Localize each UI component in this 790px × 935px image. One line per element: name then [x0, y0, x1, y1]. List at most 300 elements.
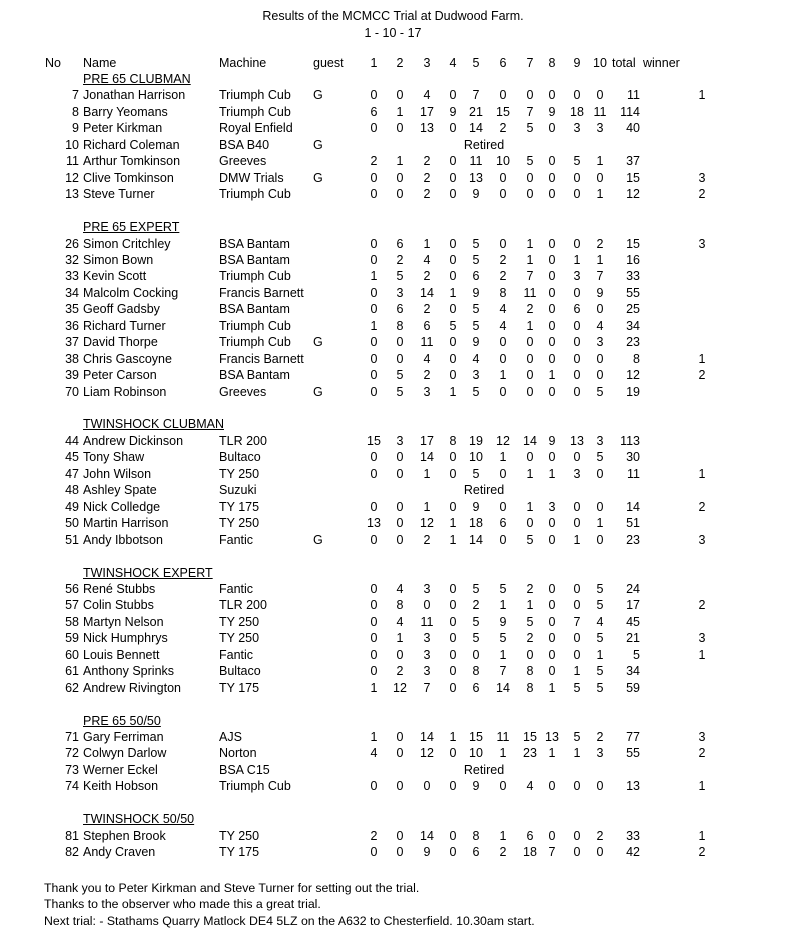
rider-number: 62 [65, 680, 79, 695]
section-score: 2 [526, 581, 534, 596]
section-score: 0 [548, 450, 556, 465]
section-score: 8 [526, 664, 534, 679]
total-score: 15 [626, 170, 640, 185]
section-score: 18 [570, 104, 584, 119]
rider-number: 33 [65, 269, 79, 284]
section-score: 0 [396, 499, 404, 514]
section-score: 0 [449, 466, 457, 481]
section-score: 0 [396, 466, 404, 481]
section-score: 0 [396, 647, 404, 662]
section-score: 0 [449, 614, 457, 629]
rider-name: Richard Turner [83, 318, 166, 333]
rider-name: Simon Critchley [83, 236, 171, 251]
section-score: 2 [499, 121, 507, 136]
rider-name: Kevin Scott [83, 269, 147, 284]
section-score: 0 [548, 351, 556, 366]
rider-name: Werner Eckel [83, 762, 158, 777]
section-score: 0 [370, 368, 378, 383]
section-score: 5 [472, 236, 480, 251]
rider-number: 11 [66, 154, 79, 169]
rider-number: 8 [72, 104, 79, 119]
section-score: 1 [526, 598, 534, 613]
section-score: 5 [573, 154, 581, 169]
section-score: 4 [499, 302, 507, 317]
winner-position: 1 [698, 647, 706, 662]
rider-machine: BSA Bantam [219, 368, 290, 383]
rider-machine: Triumph Cub [219, 104, 291, 119]
rider-number: 71 [65, 730, 79, 744]
section-score: 0 [548, 384, 556, 399]
section-score: 0 [573, 187, 581, 202]
section-score: 1 [370, 269, 378, 284]
section-score: 1 [449, 285, 457, 300]
section-score: 0 [573, 828, 581, 843]
section-score: 0 [573, 384, 581, 399]
section-score: 14 [420, 828, 434, 843]
winner-position: 2 [698, 746, 706, 761]
section-score: 15 [469, 730, 483, 744]
rider-machine: BSA Bantam [219, 252, 290, 267]
section-score: 3 [548, 499, 556, 514]
winner-position: 2 [698, 187, 706, 202]
table-row [0, 532, 790, 548]
section-score: 17 [420, 433, 434, 448]
table-row [0, 186, 790, 202]
section-score: 4 [396, 581, 404, 596]
section-score: 3 [573, 121, 581, 136]
section-score: 0 [573, 88, 581, 103]
table-row [0, 630, 790, 646]
section-score: 1 [370, 680, 378, 695]
section-score: 0 [449, 828, 457, 843]
section-score: 8 [449, 433, 457, 448]
section-score: 0 [573, 236, 581, 251]
section-score: 8 [396, 318, 404, 333]
section-score: 1 [596, 252, 604, 267]
section-score: 0 [396, 187, 404, 202]
section-score: 1 [423, 236, 431, 251]
section-score: 12 [420, 516, 434, 531]
table-row [0, 236, 790, 252]
section-score: 0 [396, 351, 404, 366]
section-score: 0 [449, 88, 457, 103]
table-row [0, 828, 790, 844]
section-score: 0 [548, 532, 556, 547]
section-score: 0 [423, 779, 431, 794]
rider-machine: TLR 200 [219, 433, 267, 448]
section-score: 18 [469, 516, 483, 531]
rider-machine: Triumph Cub [219, 318, 291, 333]
rider-number: 26 [65, 236, 79, 251]
section-score: 0 [573, 335, 581, 350]
rider-name: Louis Bennett [83, 647, 160, 662]
table-row [0, 614, 790, 630]
section-score: 0 [526, 88, 534, 103]
section-score: 5 [573, 680, 581, 695]
section-score: 13 [545, 730, 559, 744]
total-score: 23 [626, 335, 640, 350]
rider-name: Andrew Rivington [83, 680, 181, 695]
rider-name: John Wilson [83, 466, 152, 481]
section-score: 11 [593, 104, 607, 119]
section-score: 7 [526, 269, 534, 284]
rider-number: 35 [65, 302, 79, 317]
section-score: 0 [573, 647, 581, 662]
rider-name: Malcolm Cocking [83, 285, 179, 300]
section-score: 1 [526, 499, 534, 514]
section-score: 18 [523, 845, 537, 860]
winner-position: 1 [698, 466, 706, 481]
section-score: 0 [370, 285, 378, 300]
table-row [0, 499, 790, 515]
winner-position: 3 [698, 730, 706, 744]
section-score: 5 [499, 581, 507, 596]
section-score: 1 [423, 499, 431, 514]
section-score: 0 [370, 351, 378, 366]
table-row [0, 318, 790, 334]
rider-number: 59 [65, 631, 79, 646]
section-score: 0 [370, 252, 378, 267]
rider-machine: TY 175 [219, 499, 260, 514]
rider-machine: Bultaco [219, 664, 261, 679]
rider-name: Nick Colledge [83, 499, 161, 514]
section-score: 5 [396, 384, 404, 399]
section-score: 9 [596, 285, 604, 300]
section-score: 0 [526, 368, 534, 383]
rider-machine: Greeves [219, 154, 267, 169]
header-section-2: 2 [396, 56, 404, 70]
section-score: 5 [596, 598, 604, 613]
header-name: Name [83, 56, 117, 70]
section-score: 1 [396, 631, 404, 646]
rider-machine: TY 250 [219, 516, 260, 531]
section-score: 0 [370, 664, 378, 679]
rider-number: 56 [65, 581, 79, 596]
section-score: 5 [526, 614, 534, 629]
section-score: 9 [472, 187, 480, 202]
section-score: 1 [499, 647, 507, 662]
rider-name: Liam Robinson [83, 384, 167, 399]
section-score: 1 [449, 730, 457, 744]
section-score: 17 [420, 104, 434, 119]
section-score: 0 [449, 664, 457, 679]
section-score: 6 [472, 680, 480, 695]
section-score: 7 [423, 680, 431, 695]
section-score: 0 [370, 466, 378, 481]
section-score: 19 [469, 433, 483, 448]
class-heading: TWINSHOCK CLUBMAN [83, 417, 224, 432]
table-row [0, 367, 790, 383]
rider-number: 39 [65, 368, 79, 383]
class-heading: PRE 65 CLUBMAN [83, 72, 191, 86]
section-score: 2 [499, 269, 507, 284]
section-score: 0 [596, 779, 604, 794]
class-heading: PRE 65 EXPERT [83, 220, 180, 235]
rider-name: Stephen Brook [83, 828, 166, 843]
section-score: 0 [526, 170, 534, 185]
section-score: 0 [596, 351, 604, 366]
section-score: 8 [396, 598, 404, 613]
section-score: 0 [396, 335, 404, 350]
rider-machine: Bultaco [219, 450, 261, 465]
header-section-6: 6 [499, 56, 507, 70]
section-score: 3 [472, 368, 480, 383]
total-score: 5 [633, 647, 640, 662]
section-score: 0 [449, 598, 457, 613]
rider-number: 50 [65, 516, 79, 531]
table-row [0, 334, 790, 350]
section-score: 0 [396, 779, 404, 794]
rider-name: Barry Yeomans [83, 104, 168, 119]
section-score: 0 [526, 450, 534, 465]
winner-position: 1 [698, 779, 706, 794]
section-score: 0 [449, 647, 457, 662]
rider-name: Peter Kirkman [83, 121, 163, 136]
rider-name: Anthony Sprinks [83, 664, 175, 679]
rider-number: 45 [65, 450, 79, 465]
rider-machine: Royal Enfield [219, 121, 293, 136]
table-header [0, 55, 790, 71]
section-score: 0 [573, 450, 581, 465]
section-score: 0 [499, 384, 507, 399]
section-score: 2 [499, 845, 507, 860]
section-score: 14 [420, 450, 434, 465]
rider-number: 72 [65, 746, 79, 761]
section-score: 0 [370, 236, 378, 251]
section-score: 1 [449, 532, 457, 547]
table-row [0, 466, 790, 482]
section-score: 1 [449, 384, 457, 399]
section-score: 0 [370, 121, 378, 136]
page-title: Results of the MCMCC Trial at Dudwood Farm. [262, 9, 524, 23]
section-score: 1 [548, 680, 556, 695]
rider-number: 58 [65, 614, 79, 629]
section-score: 2 [423, 154, 431, 169]
section-score: 9 [472, 335, 480, 350]
section-score: 0 [573, 631, 581, 646]
rider-machine: BSA C15 [219, 762, 270, 777]
section-score: 14 [420, 285, 434, 300]
total-score: 16 [626, 252, 640, 267]
table-row [0, 778, 790, 794]
guest-flag: G [313, 170, 323, 185]
note-line: Thanks to the observer who made this a great trial. [44, 897, 321, 912]
section-score: 4 [596, 318, 604, 333]
class-heading: TWINSHOCK 50/50 [83, 812, 195, 827]
section-score: 14 [523, 433, 537, 448]
total-score: 33 [626, 828, 640, 843]
rider-name: Chris Gascoyne [83, 351, 172, 366]
winner-position: 3 [698, 236, 706, 251]
section-score: 0 [499, 187, 507, 202]
section-score: 2 [596, 730, 604, 744]
table-row [0, 647, 790, 663]
header-guest: guest [313, 56, 344, 70]
section-score: 0 [548, 318, 556, 333]
section-score: 8 [499, 285, 507, 300]
section-score: 0 [449, 779, 457, 794]
section-score: 4 [472, 351, 480, 366]
rider-number: 38 [65, 351, 79, 366]
rider-machine: Triumph Cub [219, 335, 291, 350]
section-score: 11 [469, 154, 483, 169]
table-row [0, 762, 790, 778]
rider-machine: BSA Bantam [219, 302, 290, 317]
section-score: 0 [423, 598, 431, 613]
section-score: 5 [526, 532, 534, 547]
section-score: 0 [449, 631, 457, 646]
section-score: 0 [573, 845, 581, 860]
rider-number: 51 [65, 532, 79, 547]
section-score: 5 [472, 581, 480, 596]
rider-name: Colin Stubbs [83, 598, 154, 613]
section-score: 0 [596, 88, 604, 103]
section-score: 0 [396, 516, 404, 531]
section-score: 0 [548, 335, 556, 350]
notes [44, 880, 784, 929]
rider-number: 47 [65, 466, 79, 481]
section-score: 13 [420, 121, 434, 136]
rider-number: 37 [65, 335, 79, 350]
total-score: 13 [626, 779, 640, 794]
section-score: 5 [526, 121, 534, 136]
header-machine: Machine [219, 56, 267, 70]
section-score: 0 [548, 598, 556, 613]
section-score: 0 [526, 647, 534, 662]
table-row [0, 844, 790, 860]
section-score: 1 [573, 252, 581, 267]
section-score: 1 [449, 516, 457, 531]
retired-label: Retired [463, 483, 505, 498]
section-score: 1 [573, 746, 581, 761]
rider-number: 82 [65, 845, 79, 860]
rider-number: 49 [65, 499, 79, 514]
section-score: 0 [548, 614, 556, 629]
section-score: 0 [548, 779, 556, 794]
section-score: 0 [499, 236, 507, 251]
section-score: 1 [573, 664, 581, 679]
section-score: 14 [469, 532, 483, 547]
section-score: 6 [396, 302, 404, 317]
rider-number: 73 [65, 762, 79, 777]
section-score: 9 [423, 845, 431, 860]
rider-name: David Thorpe [83, 335, 158, 350]
total-score: 12 [626, 368, 640, 383]
section-score: 0 [548, 664, 556, 679]
rider-number: 7 [72, 88, 79, 103]
section-score: 0 [370, 845, 378, 860]
section-score: 0 [370, 581, 378, 596]
section-score: 9 [472, 285, 480, 300]
guest-flag: G [313, 335, 323, 350]
section-score: 0 [526, 351, 534, 366]
header-no: No [45, 56, 61, 70]
section-score: 5 [472, 631, 480, 646]
section-score: 9 [548, 433, 556, 448]
header-total: total [612, 56, 636, 70]
winner-position: 1 [698, 88, 706, 103]
rider-machine: TY 175 [219, 680, 260, 695]
section-score: 5 [499, 631, 507, 646]
section-score: 4 [370, 746, 378, 761]
section-score: 0 [396, 450, 404, 465]
section-score: 2 [526, 631, 534, 646]
section-score: 1 [499, 598, 507, 613]
section-score: 5 [526, 154, 534, 169]
table-row [0, 351, 790, 367]
section-score: 5 [596, 631, 604, 646]
section-score: 0 [499, 466, 507, 481]
section-score: 0 [449, 302, 457, 317]
rider-name: Simon Bown [83, 252, 154, 267]
section-score: 7 [526, 104, 534, 119]
section-score: 0 [449, 746, 457, 761]
rider-name: Peter Carson [83, 368, 157, 383]
total-score: 8 [633, 351, 640, 366]
section-score: 0 [472, 647, 480, 662]
section-score: 0 [548, 828, 556, 843]
total-score: 14 [626, 499, 640, 514]
total-score: 34 [626, 664, 640, 679]
rider-number: 12 [65, 170, 79, 185]
section-score: 8 [472, 828, 480, 843]
header-section-7: 7 [526, 56, 534, 70]
rider-machine: TY 250 [219, 828, 260, 843]
table-row [0, 515, 790, 531]
rider-name: Steve Turner [83, 187, 155, 202]
section-score: 0 [449, 368, 457, 383]
table-row [0, 170, 790, 186]
section-score: 1 [370, 318, 378, 333]
rider-number: 34 [65, 285, 79, 300]
section-score: 0 [449, 845, 457, 860]
section-score: 5 [596, 450, 604, 465]
section-score: 5 [396, 269, 404, 284]
rider-machine: Fantic [219, 581, 254, 596]
total-score: 42 [626, 845, 640, 860]
winner-position: 3 [698, 631, 706, 646]
section-score: 0 [548, 154, 556, 169]
rider-name: Martyn Nelson [83, 614, 164, 629]
section-score: 13 [469, 170, 483, 185]
section-score: 4 [423, 351, 431, 366]
section-score: 3 [596, 433, 604, 448]
section-score: 2 [499, 252, 507, 267]
total-score: 23 [626, 532, 640, 547]
header-section-4: 4 [449, 56, 457, 70]
rider-machine: TY 250 [219, 466, 260, 481]
table-row [0, 120, 790, 136]
section-score: 0 [573, 516, 581, 531]
rider-machine: BSA B40 [219, 137, 270, 152]
total-score: 19 [626, 384, 640, 399]
header-section-10: 10 [593, 56, 607, 70]
section-score: 0 [396, 121, 404, 136]
rider-name: Clive Tomkinson [83, 170, 174, 185]
guest-flag: G [313, 88, 323, 103]
section-score: 5 [472, 614, 480, 629]
section-score: 14 [420, 730, 434, 744]
section-score: 0 [596, 466, 604, 481]
section-score: 0 [396, 170, 404, 185]
section-score: 0 [370, 631, 378, 646]
section-score: 1 [370, 730, 378, 744]
section-score: 8 [472, 664, 480, 679]
section-score: 0 [370, 532, 378, 547]
table-row [0, 384, 790, 400]
winner-position: 3 [698, 170, 706, 185]
section-score: 0 [499, 532, 507, 547]
